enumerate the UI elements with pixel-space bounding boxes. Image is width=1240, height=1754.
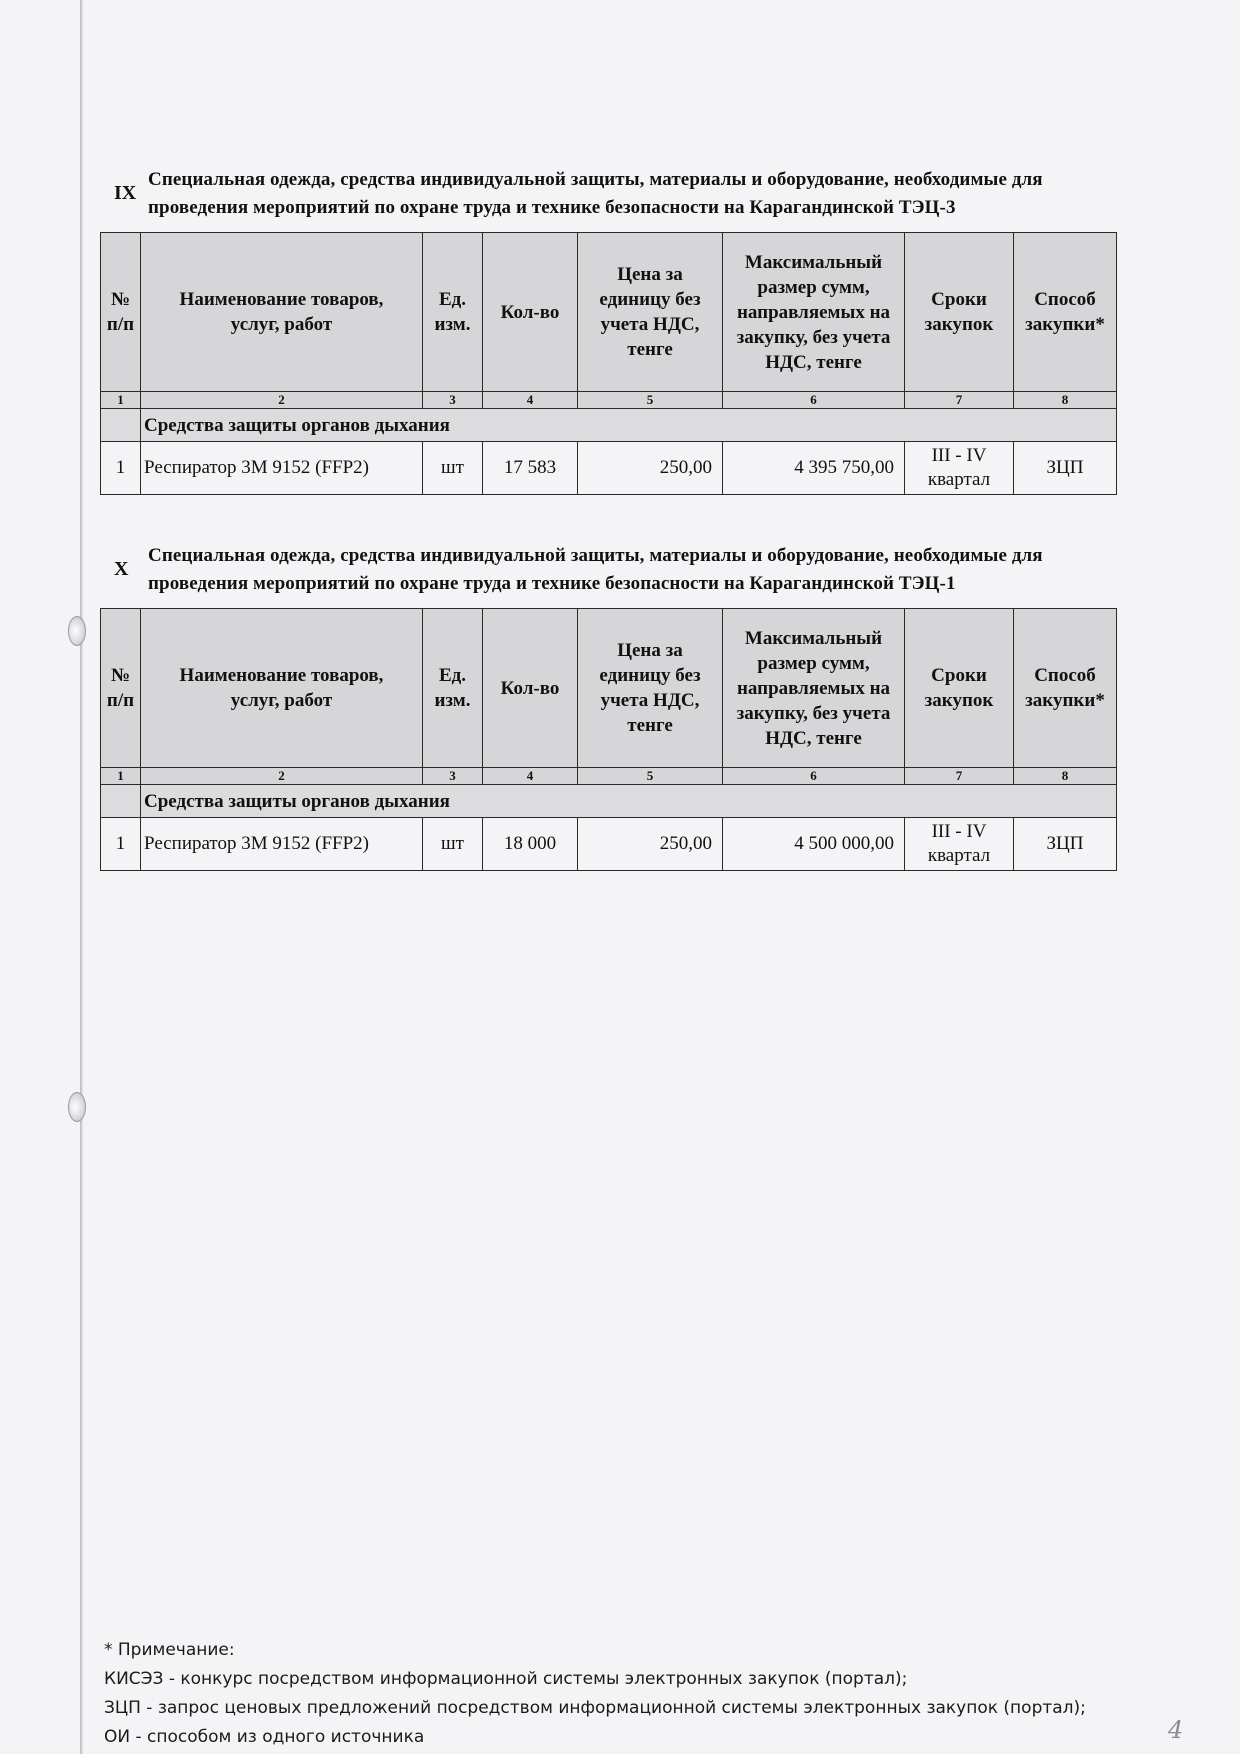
column-number: 8 [1014,392,1117,409]
col-header-terms: Сроки закупок [905,609,1014,768]
cell-terms: III - IV квартал [905,442,1014,495]
section-title: Специальная одежда, средства индивидуальной защиты, материалы и оборудование, необходимые для проведения мероприятий по охране труда и технике безопасности на Карагандинской ТЭЦ-3 [148,169,1043,218]
column-number: 5 [578,392,723,409]
col-header-qty: Кол-во [483,233,578,392]
cell-unit: шт [423,818,483,871]
section-title: Специальная одежда, средства индивидуальной защиты, материалы и оборудование, необходимые для проведения мероприятий по охране труда и технике безопасности на Карагандинской ТЭЦ-1 [148,545,1043,594]
column-number: 2 [141,768,423,785]
column-number-row [101,768,1117,785]
cell-name: Респиратор 3М 9152 (FFP2) [141,442,423,495]
procurement-table [100,608,1117,871]
column-number-row [101,392,1117,409]
column-number: 3 [423,768,483,785]
footnote-line: КИСЭЗ - конкурс посредством информационной системы электронных закупок (портал); [104,1669,908,1689]
column-number: 6 [723,392,905,409]
section-ix [100,166,1116,490]
col-header-max-sum: Максимальный размер сумм, направляемых на закупку, без учета НДС, тенге [723,609,905,768]
cell-price: 250,00 [578,442,723,495]
procurement-table [100,232,1117,495]
cell-num: 1 [101,818,141,871]
punch-hole [68,616,86,646]
cell-method: ЗЦП [1014,442,1117,495]
cell-qty: 18 000 [483,818,578,871]
cell-method: ЗЦП [1014,818,1117,871]
section-number: IX [114,182,137,204]
col-header-max-sum: Максимальный размер сумм, направляемых на закупку, без учета НДС, тенге [723,233,905,392]
footnote-title: * Примечание: [104,1640,235,1660]
cell-terms: III - IV квартал [905,818,1014,871]
col-header-num: № п/п [101,609,141,768]
col-header-price: Цена за единицу без учета НДС, тенге [578,609,723,768]
table-row [101,442,1117,495]
cell-unit: шт [423,442,483,495]
cell-num: 1 [101,442,141,495]
section-header [100,166,1116,226]
column-number: 5 [578,768,723,785]
cell-max-sum: 4 395 750,00 [723,442,905,495]
column-number: 1 [101,768,141,785]
group-row [101,785,1117,818]
col-header-unit: Ед. изм. [423,233,483,392]
col-header-method: Способ закупки* [1014,233,1117,392]
col-header-num: № п/п [101,233,141,392]
col-header-name: Наименование товаров, услуг, работ [141,233,423,392]
cell-name: Респиратор 3М 9152 (FFP2) [141,818,423,871]
column-number: 4 [483,392,578,409]
page-binding-edge [80,0,83,1754]
table-header-row [101,609,1117,768]
column-number: 3 [423,392,483,409]
group-row [101,409,1117,442]
group-label: Средства защиты органов дыхания [141,785,1117,818]
section-x [100,542,1116,866]
footnote-line: ОИ - способом из одного источника [104,1727,425,1747]
col-header-price: Цена за единицу без учета НДС, тенге [578,233,723,392]
column-number: 4 [483,768,578,785]
punch-hole [68,1092,86,1122]
cell-qty: 17 583 [483,442,578,495]
column-number: 1 [101,392,141,409]
footnote-line: ЗЦП - запрос ценовых предложений посредством информационной системы электронных закупок (портал); [104,1698,1086,1718]
column-number: 8 [1014,768,1117,785]
section-header [100,542,1116,602]
table-header-row [101,233,1117,392]
table-row [101,818,1117,871]
section-number: X [114,558,129,580]
footnote [104,1636,1124,1752]
cell-price: 250,00 [578,818,723,871]
column-number: 7 [905,768,1014,785]
col-header-qty: Кол-во [483,609,578,768]
col-header-name: Наименование товаров, услуг, работ [141,609,423,768]
column-number: 2 [141,392,423,409]
column-number: 6 [723,768,905,785]
col-header-method: Способ закупки* [1014,609,1117,768]
group-label: Средства защиты органов дыхания [141,409,1117,442]
col-header-unit: Ед. изм. [423,609,483,768]
column-number: 7 [905,392,1014,409]
cell-max-sum: 4 500 000,00 [723,818,905,871]
col-header-terms: Сроки закупок [905,233,1014,392]
page-number: 4 [1168,1716,1184,1744]
